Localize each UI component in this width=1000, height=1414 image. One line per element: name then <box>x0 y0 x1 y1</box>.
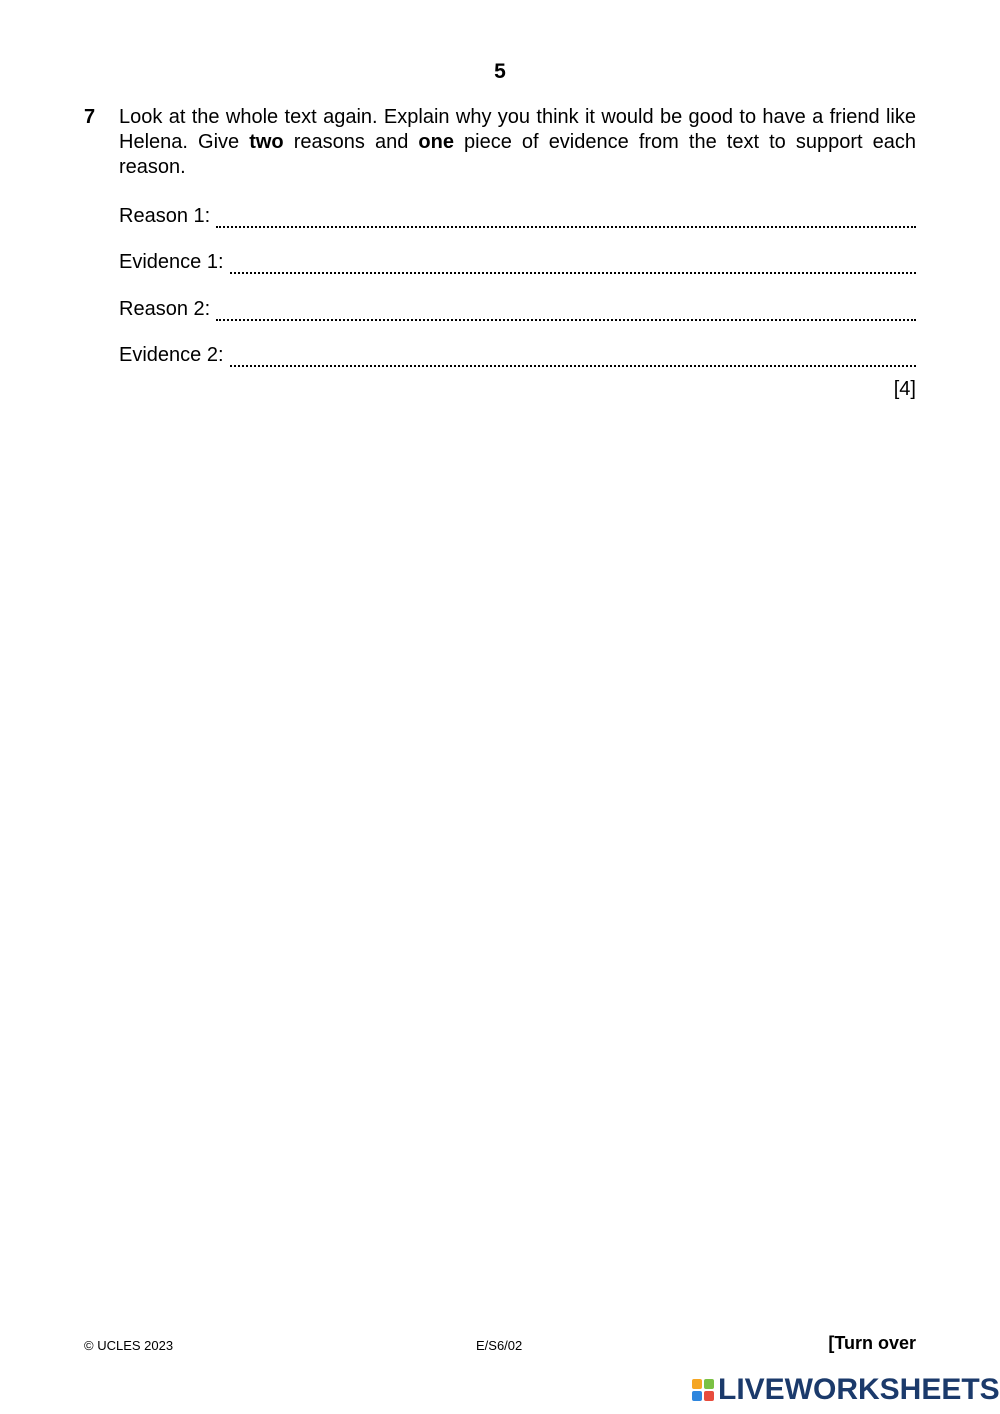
logo-square-icon <box>704 1379 714 1389</box>
answer-row-evidence-2 <box>119 337 916 367</box>
footer-paper-code: E/S6/02 <box>476 1338 523 1353</box>
logo-square-icon <box>692 1379 702 1389</box>
brand-name: LIVEWORKSHEETS <box>718 1373 1000 1406</box>
marks-indicator: [4] <box>893 378 916 400</box>
footer-copyright: © UCLES 2023 <box>84 1338 174 1353</box>
answer-row-reason-1 <box>119 198 916 228</box>
question-text-emphasis-two: two <box>249 131 284 153</box>
question-text-part-2: reasons and <box>283 131 419 153</box>
page-number: 5 <box>494 60 506 83</box>
question-text-part-1: Look at the whole text again. Explain why you think it would be good to have a friend like Helena. Give <box>119 106 916 153</box>
question-number: 7 <box>84 106 96 128</box>
question-text-emphasis-one: one <box>418 131 454 153</box>
liveworksheets-icon <box>692 1379 714 1401</box>
question-text <box>119 105 916 180</box>
footer-turn-over: [Turn over <box>828 1333 916 1353</box>
liveworksheets-logo[interactable] <box>692 1374 1000 1406</box>
answer-label: Evidence 1: <box>119 251 224 273</box>
answer-field-reason-2[interactable] <box>216 313 916 321</box>
answer-row-evidence-1 <box>119 244 916 274</box>
answer-field-reason-1[interactable] <box>216 220 916 228</box>
answer-field-evidence-1[interactable] <box>230 266 916 274</box>
answer-label: Reason 2: <box>119 298 211 320</box>
question-text-part-3: piece of evidence from the text to support each reason. <box>119 131 916 178</box>
answer-row-reason-2 <box>119 291 916 321</box>
logo-square-icon <box>692 1391 702 1401</box>
logo-square-icon <box>704 1391 714 1401</box>
answer-field-evidence-2[interactable] <box>230 359 916 367</box>
answer-label: Reason 1: <box>119 205 211 227</box>
answer-label: Evidence 2: <box>119 344 224 366</box>
